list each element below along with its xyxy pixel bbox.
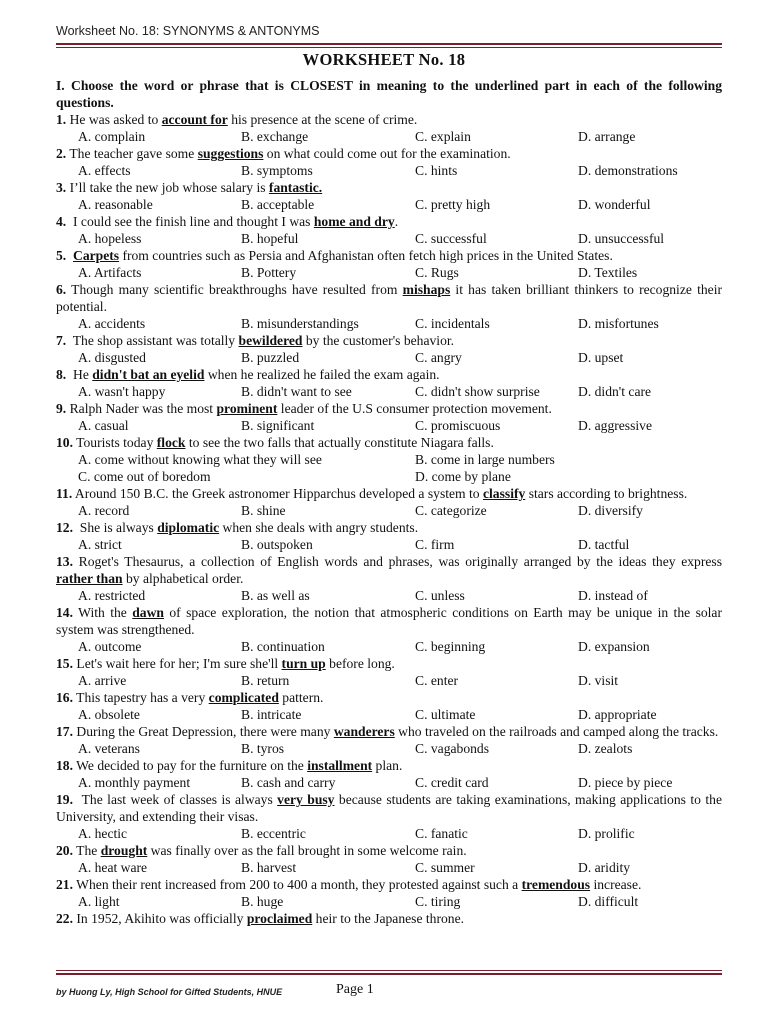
- answer-option[interactable]: B. puzzled: [241, 350, 300, 365]
- question-number: 21.: [56, 877, 73, 892]
- answer-option[interactable]: A. come without knowing what they will see: [78, 452, 322, 467]
- question-number: 9.: [56, 401, 67, 416]
- answer-option[interactable]: A. heat ware: [78, 860, 148, 875]
- answer-option[interactable]: C. categorize: [415, 503, 487, 518]
- options-row: [56, 638, 722, 655]
- answer-option[interactable]: D. wonderful: [578, 197, 651, 212]
- question-stem: [56, 213, 722, 230]
- options-row: [56, 230, 722, 247]
- answer-option[interactable]: C. enter: [415, 673, 459, 688]
- question-text: I could see the finish line and thought I was: [66, 214, 314, 229]
- answer-option[interactable]: A. accidents: [78, 316, 146, 331]
- question-number: 19.: [56, 792, 73, 807]
- answer-option[interactable]: A. reasonable: [78, 197, 153, 212]
- question-item: [56, 434, 722, 485]
- underlined-term: tremendous: [521, 877, 591, 892]
- question-text: by alphabetical order.: [122, 571, 244, 586]
- section-instruction: I. Choose the word or phrase that is CLOSEST in meaning to the underlined part in each of the following questions.: [56, 78, 722, 110]
- underlined-term: suggestions: [197, 146, 264, 161]
- answer-option[interactable]: A. light: [78, 894, 120, 909]
- page-number: Page 1: [336, 982, 374, 997]
- question-text: Ralph Nader was the most: [66, 401, 217, 416]
- answer-option[interactable]: D. expansion: [578, 639, 650, 654]
- options-row: [56, 349, 722, 366]
- question-number: 11.: [56, 486, 73, 501]
- underlined-term: flock: [156, 435, 186, 450]
- question-number: 5.: [56, 248, 67, 263]
- question-item: [56, 332, 722, 366]
- question-item: [56, 655, 722, 689]
- question-text: his presence at the scene of crime.: [227, 112, 418, 127]
- question-number: 14.: [56, 605, 73, 620]
- question-text: I’ll take the new job whose salary is: [66, 180, 269, 195]
- question-text: by the customer's behavior.: [302, 333, 455, 348]
- answer-option[interactable]: A. arrive: [78, 673, 127, 688]
- question-number: 17.: [56, 724, 73, 739]
- answer-option[interactable]: A. strict: [78, 537, 122, 552]
- answer-option[interactable]: A. outcome: [78, 639, 142, 654]
- answer-option[interactable]: C. pretty high: [415, 197, 491, 212]
- question-text: The teacher gave some: [66, 146, 198, 161]
- answer-option[interactable]: D. unsuccessful: [578, 231, 665, 246]
- question-text: He: [66, 367, 93, 382]
- answer-option[interactable]: D. visit: [578, 673, 619, 688]
- worksheet-title: WORKSHEET No. 18: [302, 50, 466, 69]
- underlined-term: fantastic.: [268, 180, 323, 195]
- answer-option[interactable]: D. come by plane: [415, 469, 511, 484]
- question-number: 4.: [56, 214, 67, 229]
- question-stem: [56, 332, 722, 349]
- underlined-term: didn't bat an eyelid: [92, 367, 205, 382]
- options-row: [56, 315, 722, 332]
- answer-option[interactable]: B. didn't want to see: [241, 384, 352, 399]
- options-row: [56, 502, 722, 519]
- question-number: 1.: [56, 112, 67, 127]
- answer-option[interactable]: C. unless: [415, 588, 465, 603]
- underlined-term: account for: [161, 112, 228, 127]
- question-text: [66, 248, 73, 263]
- question-number: 2.: [56, 146, 67, 161]
- answer-option[interactable]: A. complain: [78, 129, 146, 144]
- underlined-term: very busy: [277, 792, 335, 807]
- underlined-term: installment: [307, 758, 373, 773]
- question-item: [56, 876, 722, 910]
- answer-option[interactable]: D. diversify: [578, 503, 643, 518]
- question-stem: [56, 485, 722, 502]
- footer-author: by Huong Ly, High School for Gifted Students, HNUE: [56, 987, 283, 997]
- answer-option[interactable]: C. come out of boredom: [78, 469, 211, 484]
- answer-option[interactable]: B. outspoken: [241, 537, 313, 552]
- answer-option[interactable]: B. misunderstandings: [241, 316, 359, 331]
- answer-option[interactable]: A. veterans: [78, 741, 140, 756]
- question-number: 3.: [56, 180, 67, 195]
- options-row: [56, 264, 722, 281]
- question-text: During the Great Depression, there were many: [73, 724, 334, 739]
- answer-option[interactable]: A. casual: [78, 418, 129, 433]
- options-row: [56, 859, 722, 876]
- options-row: [56, 196, 722, 213]
- question-number: 13.: [56, 554, 73, 569]
- answer-option[interactable]: C. credit card: [415, 775, 489, 790]
- question-text: Let's wait here for her; I'm sure she'll: [73, 656, 282, 671]
- answer-option[interactable]: B. continuation: [241, 639, 325, 654]
- options-row: [56, 774, 722, 791]
- question-text: when she deals with angry students.: [219, 520, 419, 535]
- question-stem: [56, 553, 726, 587]
- question-number: 15.: [56, 656, 73, 671]
- question-stem: [56, 366, 722, 383]
- question-text: The: [73, 843, 101, 858]
- options-row: [56, 740, 722, 757]
- question-stem: [56, 876, 722, 893]
- answer-option[interactable]: A. monthly payment: [78, 775, 191, 790]
- options-row: [56, 162, 722, 179]
- question-list: [56, 111, 726, 927]
- question-text: it has taken brilliant thinkers to recognize their potential.: [56, 282, 722, 314]
- options-row: [56, 587, 722, 604]
- options-row: [56, 672, 722, 689]
- question-item: [56, 723, 722, 757]
- answer-option[interactable]: C. explain: [415, 129, 471, 144]
- answer-option[interactable]: C. Rugs: [415, 265, 459, 280]
- question-item: [56, 145, 722, 179]
- question-text: leader of the U.S consumer protection movement.: [277, 401, 552, 416]
- answer-option[interactable]: C. firm: [415, 537, 455, 552]
- answer-option[interactable]: B. hopeful: [241, 231, 299, 246]
- answer-option[interactable]: C. incidentals: [415, 316, 490, 331]
- question-stem: [56, 689, 722, 706]
- answer-option[interactable]: D. didn't care: [578, 384, 652, 399]
- question-text: pattern.: [278, 690, 324, 705]
- answer-option[interactable]: B. exchange: [241, 129, 309, 144]
- answer-option[interactable]: B. come in large numbers: [415, 452, 555, 467]
- question-number: 18.: [56, 758, 73, 773]
- question-item: [56, 400, 722, 434]
- question-item: [56, 366, 722, 400]
- question-stem: [56, 434, 722, 451]
- question-number: 22.: [56, 911, 73, 926]
- underlined-term: mishaps: [402, 282, 451, 297]
- answer-option[interactable]: A. record: [78, 503, 130, 518]
- question-text: She is always: [73, 520, 158, 535]
- question-text: The shop assistant was totally: [66, 333, 239, 348]
- answer-option[interactable]: B. huge: [241, 894, 284, 909]
- question-text: on what could come out for the examination.: [263, 146, 511, 161]
- answer-option[interactable]: A. restricted: [78, 588, 146, 603]
- question-text: when he realized he failed the exam again.: [204, 367, 440, 382]
- question-stem: [56, 723, 722, 740]
- question-stem: [56, 400, 722, 417]
- answer-option[interactable]: A. wasn't happy: [78, 384, 166, 399]
- answer-option[interactable]: B. Pottery: [241, 265, 297, 280]
- question-text: Roget's Thesaurus, a collection of English words and phrases, was originally arranged by the ideas they express: [73, 554, 726, 569]
- question-stem: [56, 757, 722, 774]
- answer-option[interactable]: D. Textiles: [578, 265, 638, 280]
- answer-option[interactable]: A. hopeless: [78, 231, 142, 246]
- answer-option[interactable]: B. as well as: [241, 588, 310, 603]
- worksheet-body: [56, 77, 726, 927]
- answer-option[interactable]: D. instead of: [578, 588, 648, 603]
- answer-option[interactable]: A. effects: [78, 163, 131, 178]
- question-text: When their rent increased from 200 to 400 a month, they protested against such a: [73, 877, 522, 892]
- question-item: [56, 111, 722, 145]
- question-text: The last week of classes is always: [73, 792, 278, 807]
- answer-option[interactable]: D. zealots: [578, 741, 633, 756]
- question-item: [56, 757, 722, 791]
- question-item: [56, 519, 722, 553]
- question-stem: [56, 604, 722, 638]
- underlined-term: drought: [100, 843, 148, 858]
- question-text: to see the two falls that actually constitute Niagara falls.: [185, 435, 494, 450]
- options-row: [56, 893, 722, 910]
- answer-option[interactable]: A. Artifacts: [78, 265, 142, 280]
- underlined-term: turn up: [281, 656, 326, 671]
- question-item: [56, 553, 726, 604]
- footer-rule-thick: [56, 973, 722, 975]
- answer-option[interactable]: D. appropriate: [578, 707, 657, 722]
- question-stem: [56, 111, 722, 128]
- question-number: 10.: [56, 435, 73, 450]
- question-text: This tapestry has a very: [73, 690, 209, 705]
- underlined-term: classify: [483, 486, 526, 501]
- question-text: was finally over as the fall brought in some welcome rain.: [147, 843, 467, 858]
- question-text: increase.: [590, 877, 642, 892]
- answer-option[interactable]: C. promiscuous: [415, 418, 501, 433]
- question-item: [56, 179, 722, 213]
- underlined-term: wanderers: [333, 724, 395, 739]
- answer-option[interactable]: B. eccentric: [241, 826, 306, 841]
- question-item: [56, 689, 722, 723]
- question-number: 16.: [56, 690, 73, 705]
- question-text: He was asked to: [66, 112, 162, 127]
- question-item: [56, 281, 722, 332]
- answer-option[interactable]: C. tiring: [415, 894, 461, 909]
- answer-option[interactable]: C. fanatic: [415, 826, 468, 841]
- underlined-term: Carpets: [73, 248, 120, 263]
- answer-option[interactable]: B. tyros: [241, 741, 285, 756]
- answer-option[interactable]: B. intricate: [241, 707, 302, 722]
- underlined-term: bewildered: [238, 333, 303, 348]
- question-stem: [56, 247, 722, 264]
- question-text: stars according to brightness.: [525, 486, 688, 501]
- question-text: Around 150 B.C. the Greek astronomer Hipparchus developed a system to: [72, 486, 483, 501]
- question-stem: [56, 655, 722, 672]
- answer-option[interactable]: B. shine: [241, 503, 286, 518]
- question-number: 7.: [56, 333, 67, 348]
- question-stem: [56, 519, 722, 536]
- answer-option[interactable]: D. arrange: [578, 129, 636, 144]
- question-item: [56, 842, 722, 876]
- options-row: [56, 536, 722, 553]
- question-text: In 1952, Akihito was officially: [73, 911, 247, 926]
- answer-option[interactable]: D. tactful: [578, 537, 630, 552]
- question-stem: [56, 791, 722, 825]
- header-rule-thin: [56, 47, 722, 48]
- answer-option[interactable]: D. prolific: [578, 826, 635, 841]
- answer-option[interactable]: D. aridity: [578, 860, 631, 875]
- question-text: Tourists today: [73, 435, 157, 450]
- options-row: [56, 825, 722, 842]
- question-text: from countries such as Persia and Afghanistan often fetch high prices in the United States.: [119, 248, 613, 263]
- header-rule-thick: [56, 43, 722, 45]
- question-item: [56, 213, 722, 247]
- underlined-term: dawn: [132, 605, 164, 620]
- underlined-term: rather than: [56, 571, 123, 586]
- options-row: [56, 468, 722, 485]
- question-number: 6.: [56, 282, 67, 297]
- options-row: [56, 451, 722, 468]
- answer-option[interactable]: B. acceptable: [241, 197, 315, 212]
- question-text: of space exploration, the notion that atmospheric conditions on Earth may be unique in the solar system was strengthened.: [56, 605, 722, 637]
- options-row: [56, 383, 722, 400]
- answer-option[interactable]: D. piece by piece: [578, 775, 673, 790]
- underlined-term: complicated: [208, 690, 279, 705]
- answer-option[interactable]: D. upset: [578, 350, 624, 365]
- answer-option[interactable]: B. cash and carry: [241, 775, 336, 790]
- answer-option[interactable]: C. beginning: [415, 639, 486, 654]
- answer-option[interactable]: B. significant: [241, 418, 315, 433]
- footer-rule-thin: [56, 970, 722, 971]
- question-number: 20.: [56, 843, 73, 858]
- question-stem: [56, 145, 722, 162]
- answer-option[interactable]: C. didn't show surprise: [415, 384, 540, 399]
- answer-option[interactable]: A. disgusted: [78, 350, 146, 365]
- question-stem: [56, 281, 722, 315]
- options-row: [56, 128, 722, 145]
- question-number: 12.: [56, 520, 73, 535]
- question-text: before long.: [325, 656, 395, 671]
- underlined-term: proclaimed: [246, 911, 313, 926]
- question-item: [56, 910, 722, 927]
- answer-option[interactable]: A. hectic: [78, 826, 128, 841]
- answer-option[interactable]: B. return: [241, 673, 290, 688]
- answer-option[interactable]: C. vagabonds: [415, 741, 490, 756]
- question-text: plan.: [372, 758, 403, 773]
- question-text: We decided to pay for the furniture on the: [73, 758, 308, 773]
- answer-option[interactable]: C. summer: [415, 860, 475, 875]
- answer-option[interactable]: C. ultimate: [415, 707, 476, 722]
- question-text: With the: [73, 605, 133, 620]
- options-row: [56, 417, 722, 434]
- question-item: [56, 485, 722, 519]
- question-text: because students are taking examinations, making applications to the University, and extending their visas.: [56, 792, 722, 824]
- answer-option[interactable]: C. hints: [415, 163, 458, 178]
- question-item: [56, 604, 722, 655]
- question-stem: [56, 910, 722, 927]
- answer-option[interactable]: C. successful: [415, 231, 487, 246]
- answer-option[interactable]: C. angry: [415, 350, 462, 365]
- question-number: 8.: [56, 367, 67, 382]
- running-header: Worksheet No. 18: SYNONYMS & ANTONYMS: [56, 24, 320, 38]
- answer-option[interactable]: D. demonstrations: [578, 163, 678, 178]
- answer-option[interactable]: D. misfortunes: [578, 316, 659, 331]
- underlined-term: diplomatic: [157, 520, 220, 535]
- question-stem: [56, 842, 722, 859]
- underlined-term: prominent: [216, 401, 278, 416]
- question-text: who traveled on the railroads and camped along the tracks.: [394, 724, 719, 739]
- underlined-term: home and dry: [313, 214, 395, 229]
- answer-option[interactable]: D. difficult: [578, 894, 639, 909]
- answer-option[interactable]: B. harvest: [241, 860, 297, 875]
- answer-option[interactable]: A. obsolete: [78, 707, 140, 722]
- question-item: [56, 247, 722, 281]
- answer-option[interactable]: D. aggressive: [578, 418, 652, 433]
- question-text: Though many scientific breakthroughs have resulted from: [66, 282, 403, 297]
- question-text: .: [394, 214, 399, 229]
- question-stem: [56, 179, 722, 196]
- question-item: [56, 791, 722, 842]
- options-row: [56, 706, 722, 723]
- question-text: heir to the Japanese throne.: [312, 911, 465, 926]
- answer-option[interactable]: B. symptoms: [241, 163, 313, 178]
